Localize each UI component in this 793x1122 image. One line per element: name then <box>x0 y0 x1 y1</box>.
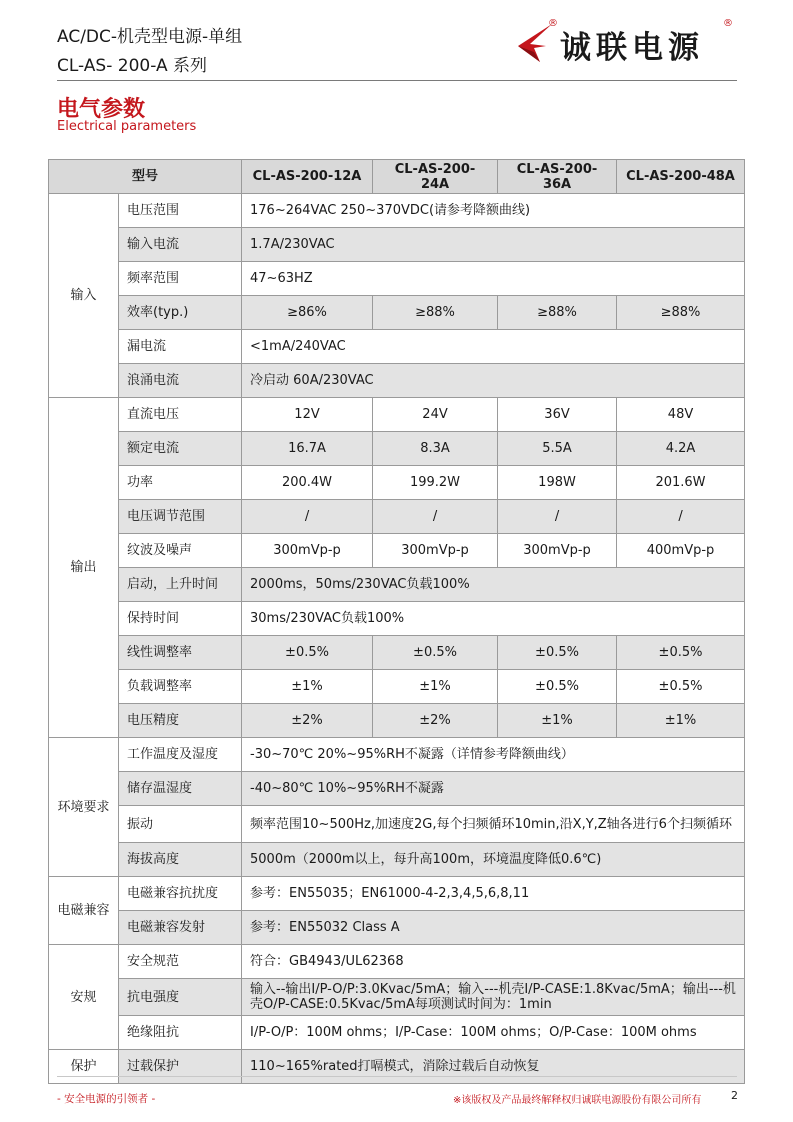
row-label: 振动 <box>119 806 242 843</box>
footer-copyright: ※该版权及产品最终解释权归诚联电源股份有限公司所有 <box>453 1095 702 1106</box>
group-output: 输出 <box>49 398 119 738</box>
row-value: 8.3A <box>373 432 498 466</box>
row-value: 12V <box>242 398 373 432</box>
table-row <box>49 636 745 670</box>
table-row <box>49 979 745 1016</box>
row-value: 199.2W <box>373 466 498 500</box>
row-value: 300mVp-p <box>498 534 617 568</box>
row-label: 电压精度 <box>119 704 242 738</box>
row-label: 工作温度及湿度 <box>119 738 242 772</box>
logo-text: 诚联电源 <box>560 30 704 66</box>
group-protect: 保护 <box>49 1050 119 1084</box>
table-row <box>49 398 745 432</box>
row-value: 48V <box>617 398 745 432</box>
row-value: / <box>498 500 617 534</box>
table-row <box>49 877 745 911</box>
row-label: 电压调节范围 <box>119 500 242 534</box>
row-value: 16.7A <box>242 432 373 466</box>
row-value: 参考：EN55032 Class A <box>242 911 745 945</box>
row-value: 201.6W <box>617 466 745 500</box>
row-value: 1.7A/230VAC <box>242 228 745 262</box>
table-row <box>49 500 745 534</box>
row-value: 参考：EN55035；EN61000-4-2,3,4,5,6,8,11 <box>242 877 745 911</box>
header-divider <box>57 80 737 81</box>
group-env: 环境要求 <box>49 738 119 877</box>
row-label: 储存温湿度 <box>119 772 242 806</box>
row-value: 400mVp-p <box>617 534 745 568</box>
row-label: 海拔高度 <box>119 843 242 877</box>
model-24a: CL-AS-200-24A <box>373 160 498 194</box>
row-label: 安全规范 <box>119 945 242 979</box>
table-row <box>49 911 745 945</box>
row-value: <1mA/240VAC <box>242 330 745 364</box>
electrical-parameters-table <box>48 159 745 1084</box>
row-value: ±2% <box>242 704 373 738</box>
logo-registered-mark-2: ® <box>723 18 733 29</box>
row-value: 300mVp-p <box>242 534 373 568</box>
row-label: 电压范围 <box>119 194 242 228</box>
table-row <box>49 296 745 330</box>
row-value: 30ms/230VAC负载100% <box>242 602 745 636</box>
table-row <box>49 806 745 843</box>
row-value: ±1% <box>242 670 373 704</box>
row-value: 300mVp-p <box>373 534 498 568</box>
doc-title-line2: CL-AS- 200-A 系列 <box>57 56 208 76</box>
row-value: ±0.5% <box>498 670 617 704</box>
table-row <box>49 1016 745 1050</box>
company-logo <box>512 18 737 66</box>
row-value: 符合：GB4943/UL62368 <box>242 945 745 979</box>
table-row <box>49 1050 745 1084</box>
table-row <box>49 670 745 704</box>
row-value: -40~80℃ 10%~95%RH不凝露 <box>242 772 745 806</box>
row-label: 电磁兼容抗扰度 <box>119 877 242 911</box>
footer-slogan: - 安全电源的引领者 - <box>57 1093 156 1105</box>
group-safety: 安规 <box>49 945 119 1050</box>
row-value: 176~264VAC 250~370VDC(请参考降额曲线) <box>242 194 745 228</box>
group-input: 输入 <box>49 194 119 398</box>
row-label: 过载保护 <box>119 1050 242 1084</box>
table-row <box>49 364 745 398</box>
doc-title-line1: AC/DC-机壳型电源-单组 <box>57 27 243 47</box>
row-value: 4.2A <box>617 432 745 466</box>
row-value: 110~165%rated打嗝模式，消除过载后自动恢复 <box>242 1050 745 1084</box>
table-row <box>49 738 745 772</box>
row-label: 额定电流 <box>119 432 242 466</box>
row-value: 24V <box>373 398 498 432</box>
row-value: ±0.5% <box>617 670 745 704</box>
table-row <box>49 704 745 738</box>
table-row <box>49 772 745 806</box>
row-label: 负载调整率 <box>119 670 242 704</box>
group-emc: 电磁兼容 <box>49 877 119 945</box>
row-value: 5000m（2000m以上，每升高100m，环境温度降低0.6℃) <box>242 843 745 877</box>
model-label: 型号 <box>49 160 242 194</box>
row-value: ±0.5% <box>373 636 498 670</box>
row-label: 线性调整率 <box>119 636 242 670</box>
table-row <box>49 466 745 500</box>
row-value: ±0.5% <box>242 636 373 670</box>
row-label: 浪涌电流 <box>119 364 242 398</box>
model-36a: CL-AS-200-36A <box>498 160 617 194</box>
table-row <box>49 568 745 602</box>
row-value: ≥88% <box>373 296 498 330</box>
footer-divider <box>57 1076 737 1077</box>
row-value: 200.4W <box>242 466 373 500</box>
row-label: 效率(typ.) <box>119 296 242 330</box>
table-row <box>49 843 745 877</box>
row-label: 启动，上升时间 <box>119 568 242 602</box>
row-value: ±0.5% <box>617 636 745 670</box>
row-value: 冷启动 60A/230VAC <box>242 364 745 398</box>
row-value: 5.5A <box>498 432 617 466</box>
row-value: 47~63HZ <box>242 262 745 296</box>
row-label: 保持时间 <box>119 602 242 636</box>
row-label: 频率范围 <box>119 262 242 296</box>
row-label: 功率 <box>119 466 242 500</box>
row-value: ≥86% <box>242 296 373 330</box>
table-row <box>49 432 745 466</box>
row-value: ±1% <box>617 704 745 738</box>
table-header-row <box>49 160 745 194</box>
row-label: 绝缘阻抗 <box>119 1016 242 1050</box>
row-value: / <box>373 500 498 534</box>
row-label: 纹波及噪声 <box>119 534 242 568</box>
section-subtitle: Electrical parameters <box>57 119 197 134</box>
table-row <box>49 945 745 979</box>
table-row <box>49 262 745 296</box>
row-value: 198W <box>498 466 617 500</box>
model-12a: CL-AS-200-12A <box>242 160 373 194</box>
row-value: 输入--输出I/P-O/P:3.0Kvac/5mA；输入---机壳I/P-CASE:1.8Kvac/5mA；输出---机壳O/P-CASE:0.5Kvac/5mA每项测试时间为：1min <box>242 979 745 1016</box>
table-row <box>49 228 745 262</box>
table-row <box>49 194 745 228</box>
row-label: 输入电流 <box>119 228 242 262</box>
section-title: 电气参数 <box>57 97 146 122</box>
row-value: ±0.5% <box>498 636 617 670</box>
row-label: 电磁兼容发射 <box>119 911 242 945</box>
row-value: 频率范围10~500Hz,加速度2G,每个扫频循环10min,沿X,Y,Z轴各进行6个扫频循环 <box>242 806 745 843</box>
logo-registered-mark: ® <box>548 18 558 29</box>
row-label: 漏电流 <box>119 330 242 364</box>
row-value: / <box>242 500 373 534</box>
model-48a: CL-AS-200-48A <box>617 160 745 194</box>
row-value: ±2% <box>373 704 498 738</box>
row-value: 2000ms，50ms/230VAC负载100% <box>242 568 745 602</box>
table-row <box>49 534 745 568</box>
table-row <box>49 330 745 364</box>
row-label: 抗电强度 <box>119 979 242 1016</box>
row-value: ≥88% <box>617 296 745 330</box>
row-value: ±1% <box>498 704 617 738</box>
row-label: 直流电压 <box>119 398 242 432</box>
row-value: / <box>617 500 745 534</box>
row-value: -30~70℃ 20%~95%RH不凝露（详情参考降额曲线） <box>242 738 745 772</box>
row-value: I/P-O/P：100M ohms；I/P-Case：100M ohms；O/P-Case：100M ohms <box>242 1016 745 1050</box>
page-number: 2 <box>731 1089 738 1102</box>
row-value: ±1% <box>373 670 498 704</box>
row-value: ≥88% <box>498 296 617 330</box>
row-value: 36V <box>498 398 617 432</box>
table-row <box>49 602 745 636</box>
